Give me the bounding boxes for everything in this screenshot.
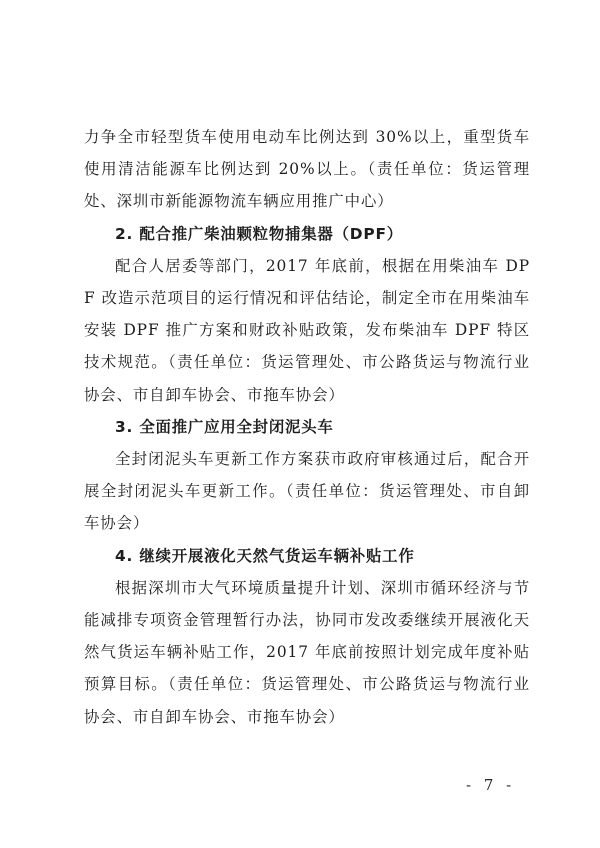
paragraph-enclosed-trucks: 全封闭泥头车更新工作方案获市政府审核通过后，配合开展全封闭泥头车更新工作。（责任单位：货运管理处、市自卸车协会）: [84, 450, 530, 533]
heading-dpf: 2. 配合推广柴油颗粒物捕集器（DPF）: [115, 224, 403, 243]
paragraph-lng-subsidy: 根据深圳市大气环境质量提升计划、深圳市循环经济与节能减排专项资金管理暂行办法，协同市发改委继续开展液化天然气货运车辆补贴工作，2017 年底前按照计划完成年度补贴预算目标。（责任单位：货运管理处、市公路货运与物流行业协会、市自卸车协会、市拖车协会）: [84, 578, 530, 726]
page-number: - 7 -: [466, 776, 516, 794]
document-body: [84, 121, 530, 733]
paragraph-ev-ratio: 力争全市轻型货车使用电动车比例达到 30%以上，重型货车使用清洁能源车比例达到 20%以上。（责任单位：货运管理处、深圳市新能源物流车辆应用推广中心）: [84, 128, 530, 211]
paragraph-dpf: 配合人居委等部门，2017 年底前，根据在用柴油车 DPF 改造示范项目的运行情况和评估结论，制定全市在用柴油车安装 DPF 推广方案和财政补贴政策，发布柴油车 DPF 特区技术规范。（责任单位：货运管理处、市公路货运与物流行业协会、市自卸车协会、市拖车协会）: [84, 256, 530, 404]
heading-lng-subsidy: 4. 继续开展液化天然气货运车辆补贴工作: [115, 546, 415, 565]
heading-enclosed-trucks: 3. 全面推广应用全封闭泥头车: [115, 417, 334, 436]
